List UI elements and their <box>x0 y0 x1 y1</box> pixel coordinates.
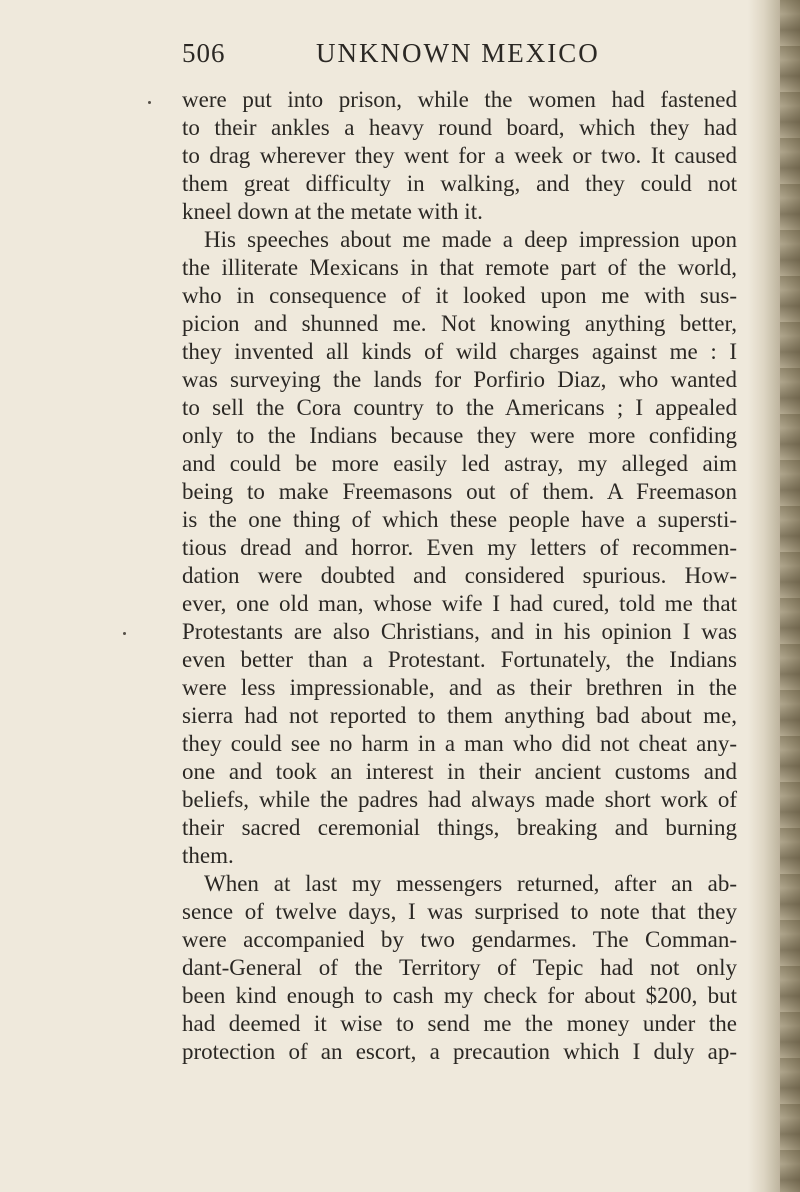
text-line: been kind enough to cash my check for about $200, but <box>182 983 737 1008</box>
text-line: to sell the Cora country to the Americans ; I appealed <box>182 395 737 420</box>
text-line: one and took an interest in their ancient customs and <box>182 759 737 784</box>
text-line: picion and shunned me. Not knowing anything better, <box>182 311 737 336</box>
text-line: beliefs, while the padres had always made short work of <box>182 787 737 812</box>
body-text <box>182 86 737 1066</box>
text-line: tious dread and horror. Even my letters of recommen- <box>182 535 737 560</box>
text-line: were put into prison, while the women had fastened <box>182 87 737 112</box>
text-line: who in consequence of it looked upon me with sus- <box>182 283 737 308</box>
paper-speck <box>148 101 151 104</box>
text-line: to drag wherever they went for a week or two. It caused <box>182 143 737 168</box>
running-title: UNKNOWN MEXICO <box>316 38 600 68</box>
page-header <box>182 38 736 78</box>
paper-speck <box>123 632 126 635</box>
text-line: protection of an escort, a precaution which I duly ap- <box>182 1039 737 1064</box>
text-line: even better than a Protestant. Fortunately, the Indians <box>182 647 737 672</box>
text-line: their sacred ceremonial things, breaking and burning <box>182 815 737 840</box>
text-line: sierra had not reported to them anything bad about me, <box>182 703 737 728</box>
text-line: were accompanied by two gendarmes. The Comman- <box>182 927 737 952</box>
text-line: dant-General of the Territory of Tepic had not only <box>182 955 737 980</box>
page-number: 506 <box>182 38 226 68</box>
text-line: only to the Indians because they were more confiding <box>182 423 737 448</box>
text-line: ever, one old man, whose wife I had cured, told me that <box>182 591 737 616</box>
text-line: to their ankles a heavy round board, which they had <box>182 115 737 140</box>
text-line: the illiterate Mexicans in that remote part of the world, <box>182 255 737 280</box>
text-line: them great difficulty in walking, and they could not <box>182 171 737 196</box>
text-line: they could see no harm in a man who did not cheat any- <box>182 731 737 756</box>
text-line: were less impressionable, and as their brethren in the <box>182 675 737 700</box>
text-line: sence of twelve days, I was surprised to note that they <box>182 899 737 924</box>
text-line: and could be more easily led astray, my alleged aim <box>182 451 737 476</box>
text-line: they invented all kinds of wild charges against me : I <box>182 339 737 364</box>
text-line: had deemed it wise to send me the money under the <box>182 1011 737 1036</box>
text-line: When at last my messengers returned, after an ab- <box>204 871 737 896</box>
text-line: His speeches about me made a deep impression upon <box>204 227 737 252</box>
text-line: dation were doubted and considered spurious. How- <box>182 563 737 588</box>
text-line: being to make Freemasons out of them. A Freemason <box>182 479 737 504</box>
page-edge-strip <box>780 0 800 1192</box>
text-line: kneel down at the metate with it. <box>182 199 483 224</box>
text-line: Protestants are also Christians, and in his opinion I was <box>182 619 737 644</box>
text-line: them. <box>182 843 234 868</box>
text-line: is the one thing of which these people have a supersti- <box>182 507 737 532</box>
text-line: was surveying the lands for Porfirio Diaz, who wanted <box>182 367 737 392</box>
